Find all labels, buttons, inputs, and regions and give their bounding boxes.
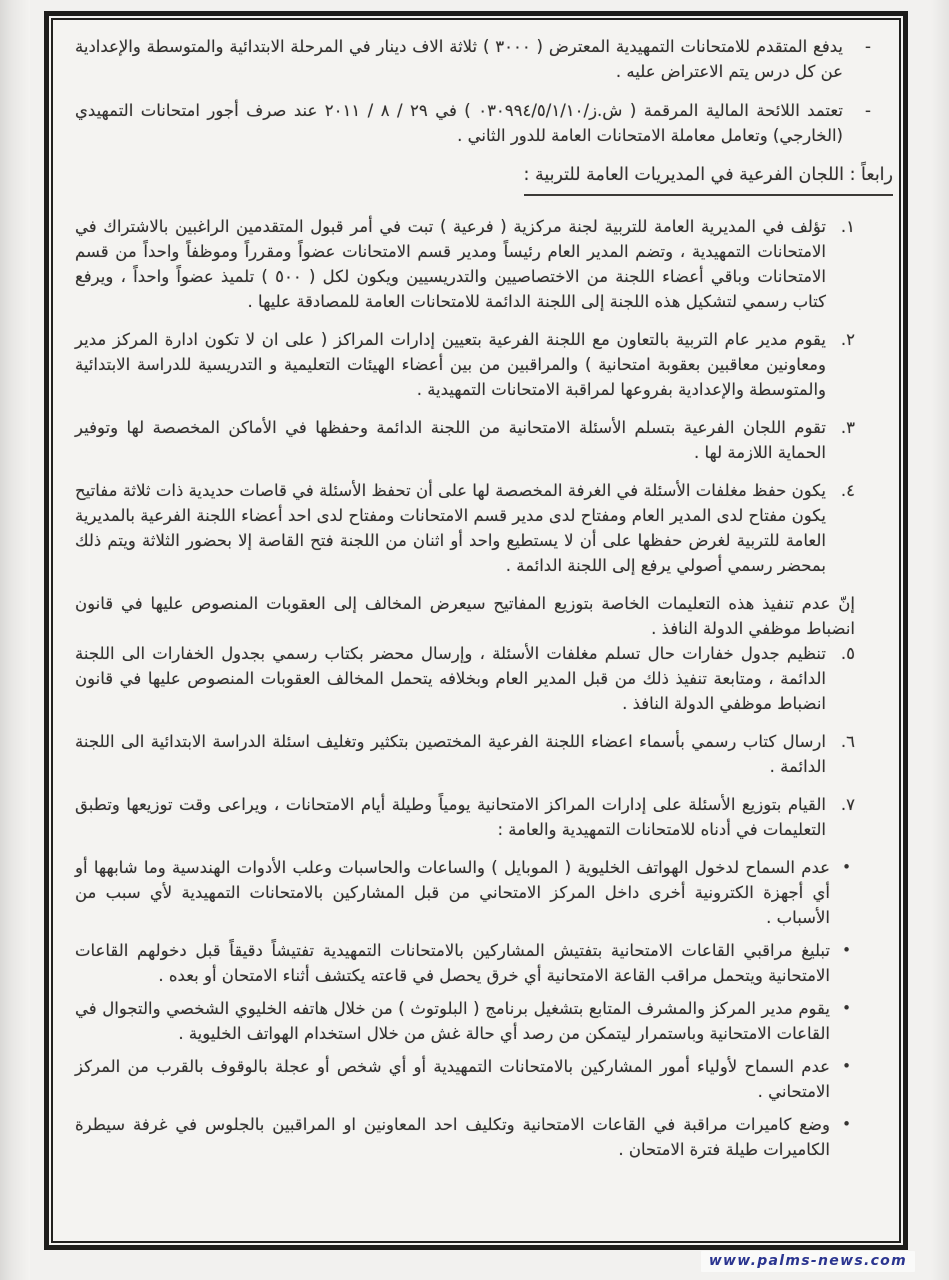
numbered-item — [75, 415, 855, 465]
dash-marker: - — [865, 37, 871, 56]
item-text: تنظيم جدول خفارات حال تسلم مغلفات الأسئلة ، وإرسال محضر بكتاب رسمي بجدول الخفارات الى اللجنة الدائمة ، ومتابعة تنفيذ ذلك من قبل المدير العام وبخلافه يتحمل المخالف العقوبات المنصوص عليها في قانون انضباط موظفي الدولة النافذ . — [75, 644, 826, 713]
item-text: ارسال كتاب رسمي بأسماء اعضاء اللجنة الفرعية المختصين بتكثير وتغليف اسئلة الدراسة الابتدائية الى اللجنة الدائمة . — [75, 732, 826, 776]
bullet-marker: • — [842, 858, 851, 876]
document-content — [75, 34, 893, 1162]
bullet-item-text: يقوم مدير المركز والمشرف المتابع بتشغيل برنامج ( البلوتوث ) من خلال هاتفه الخليوي الشخصي والتجوال في القاعات الامتحانية وباستمرار ليتمكن من رصد أي حالة غش من خلال استخدام الهواتف الخليوية . — [75, 999, 830, 1043]
item-number: ٢. — [840, 330, 855, 349]
numbered-item — [75, 641, 855, 716]
numbered-item — [75, 478, 855, 578]
scan-right-edge — [931, 0, 949, 1280]
item-number: ٥. — [840, 644, 855, 663]
dash-marker: - — [865, 101, 871, 120]
item-text: يقوم مدير عام التربية بالتعاون مع اللجنة الفرعية بتعيين إدارات المراكز ( على ان لا تكون ادارة المركز مدير ومعاونين معاقبين بعقوبة امتحانية ) والمراقبين من بين أعضاء الهيئات التعليمية و التدريسية للدراسة الابتدائية والمتوسطة والإعدادية بفروعها لمراقبة الامتحانات التمهيدية . — [75, 330, 826, 399]
bullet-marker: • — [842, 999, 851, 1017]
item-number: ٤. — [840, 481, 855, 500]
bullet-item — [75, 996, 851, 1046]
item-number: ٣. — [840, 418, 855, 437]
keys-warning-paragraph: إنّ عدم تنفيذ هذه التعليمات الخاصة بتوزيع المفاتيح سيعرض المخالف إلى العقوبات المنصوص عليها في قانون انضباط موظفي الدولة النافذ . — [75, 594, 855, 638]
numbered-item — [75, 327, 855, 402]
watermark-website-text: www.palms-news.com — [701, 1251, 915, 1272]
item-number: ٦. — [840, 732, 855, 751]
document-frame — [44, 11, 908, 1250]
bullet-marker: • — [842, 1115, 851, 1133]
section-heading — [75, 162, 893, 196]
numbered-item — [75, 214, 855, 314]
section-heading-text: رابعاً : اللجان الفرعية في المديريات العامة للتربية : — [524, 163, 894, 196]
bullet-item-text: تبليغ مراقبي القاعات الامتحانية بتفتيش المشاركين بالامتحانات التمهيدية تفتيشاً دقيقاً قبل دخولهم القاعات الامتحانية ويتحمل مراقب القاعة الامتحانية أي خرق يحصل في قاعته يكتشف أثناء الامتحان أو بعده . — [75, 941, 830, 985]
document-frame-inner — [51, 18, 901, 1243]
item-text: يكون حفظ مغلفات الأسئلة في الغرفة المخصصة لها على أن تحفظ الأسئلة في قاصات حديدية ذات ثلاثة مفاتيح يكون مفتاح لدى المدير العام ومفتاح لدى مدير قسم الامتحانات ومفتاح لدى احد أعضاء اللجنة الفرعية بالمديرية العامة للتربية لغرض حفظها على أن لا يستطيع واحد أو اثنان من اللجنة فتح القاصة إلا بحضور الثلاثة ويتم ذلك بمحضر رسمي أصولي يرفع إلى اللجنة الدائمة . — [75, 481, 826, 575]
item-text: تؤلف في المديرية العامة للتربية لجنة مركزية ( فرعية ) تبت في أمر قبول المتقدمين الراغبين بالاشتراك في الامتحانات التمهيدية ، وتضم المدير العام رئيساً ومدير قسم الامتحانات عضواً ومقرراً وموظفاً واحداً من قسم الامتحانات وباقي أعضاء اللجنة من الاختصاصيين والتدريسيين ويكون لكل ( ٥٠٠ ) تلميذ عضواً واحداً ، ويرفع كتاب رسمي لتشكيل هذه اللجنة إلى اللجنة الدائمة للامتحانات العامة للمصادقة عليها . — [75, 217, 827, 311]
numbered-item — [75, 729, 855, 779]
bullet-marker: • — [842, 1057, 851, 1075]
item-text: القيام بتوزيع الأسئلة على إدارات المراكز الامتحانية يومياً وطيلة أيام الامتحانات ، ويراعى وقت توزيعها وتطبق التعليمات في أدناه للامتحانات التمهيدية والعامة : — [75, 795, 826, 839]
item-number: ٧. — [840, 795, 855, 814]
numbered-item — [75, 792, 855, 842]
dash-list-item — [75, 34, 871, 84]
bullet-item — [75, 938, 851, 988]
dash-list-item — [75, 98, 871, 148]
bullet-marker: • — [842, 941, 851, 959]
item-number: ١. — [840, 217, 855, 236]
bullet-item-text: عدم السماح لأولياء أمور المشاركين بالامتحانات التمهيدية أو أي شخص أو عجلة بالوقوف بالقرب من المركز الامتحاني . — [75, 1057, 830, 1101]
scan-left-edge — [0, 0, 30, 1280]
bullet-item — [75, 1054, 851, 1104]
bullet-item-text: عدم السماح لدخول الهواتف الخليوية ( الموبايل ) والساعات والحاسبات وعلب الأدوات الهندسية وما شابهها أو أي أجهزة الكترونية أخرى داخل المركز الامتحاني من قبل المشاركين بالامتحانات التمهيدية لأي سبب من الأسباب . — [75, 858, 830, 927]
bullet-item-text: وضع كاميرات مراقبة في القاعات الامتحانية وتكليف احد المعاونين او المراقبين بالجلوس في غرفة سيطرة الكاميرات طيلة فترة الامتحان . — [75, 1115, 830, 1159]
bullet-item — [75, 1112, 851, 1162]
item-text: تقوم اللجان الفرعية بتسلم الأسئلة الامتحانية من اللجنة الدائمة وحفظها في الأماكن المخصصة لها وتوفير الحماية اللازمة لها . — [75, 418, 826, 462]
dash-item-text: يدفع المتقدم للامتحانات التمهيدية المعترض ( ٣٠٠٠ ) ثلاثة الاف دينار في المرحلة الابتدائية والمتوسطة والإعدادية عن كل درس يتم الاعتراض عليه . — [75, 37, 843, 81]
dash-item-text: تعتمد اللائحة المالية المرقمة ( ش.ز/٠٣٠٩٩٤/٥/١/١٠ ) في ٢٩ / ٨ / ٢٠١١ عند صرف أجور امتحانات التمهيدي (الخارجي) وتعامل معاملة الامتحانات العامة للدور الثاني . — [75, 101, 843, 145]
bullet-item — [75, 855, 851, 930]
